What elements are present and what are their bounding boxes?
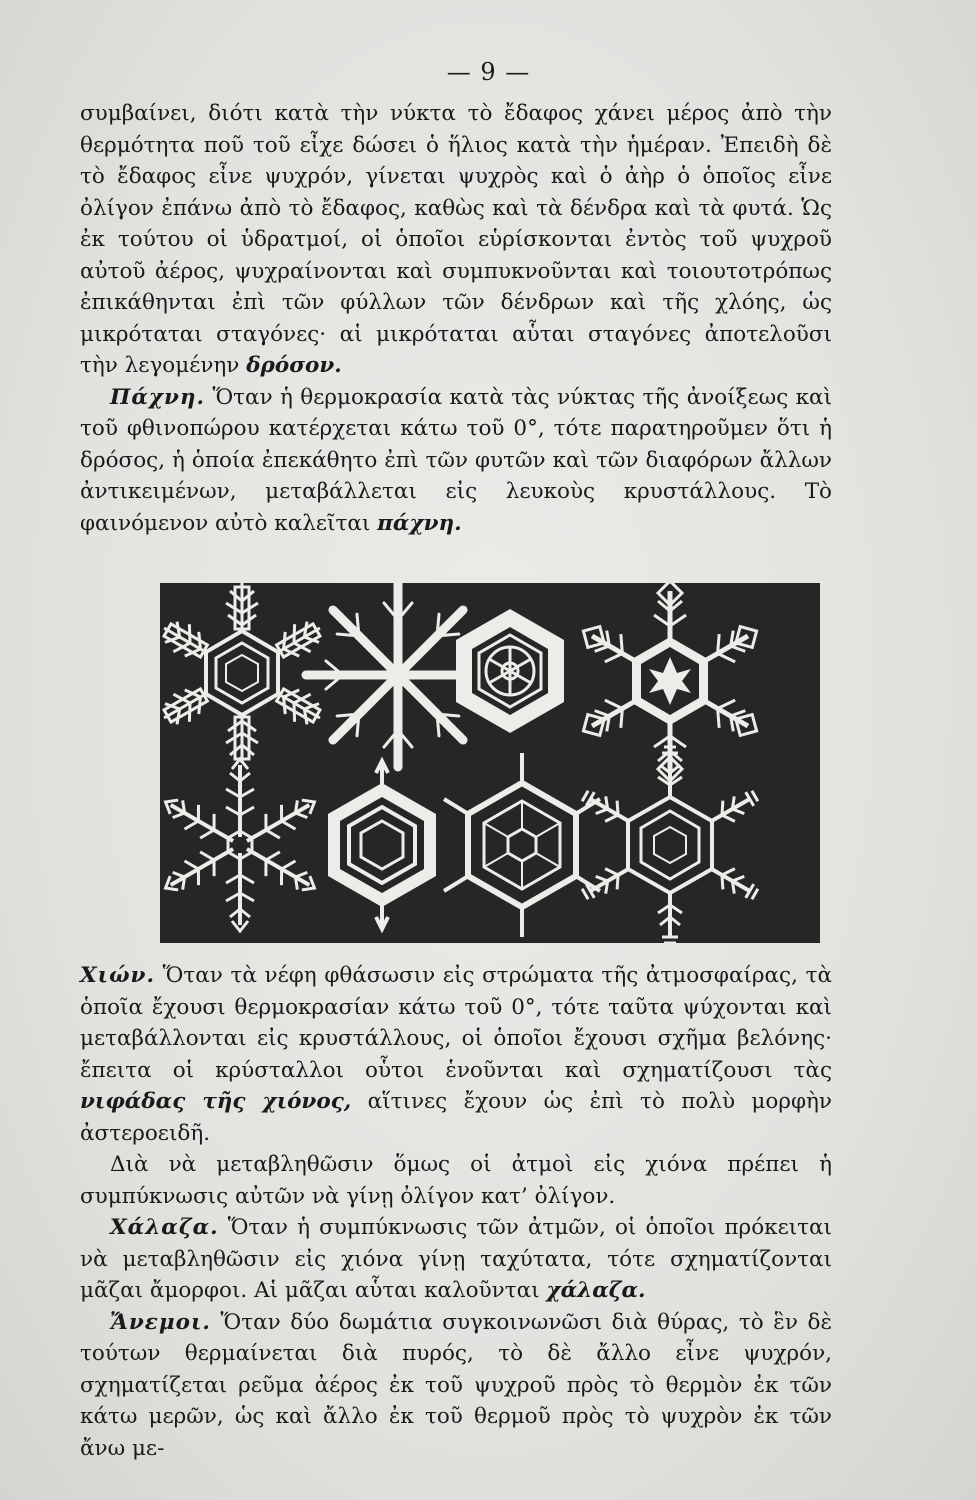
- dendrite-flake-icon: [579, 747, 761, 943]
- hexagon-stellar-icon: [444, 753, 600, 937]
- frost-term: πάχνη.: [377, 510, 462, 536]
- snow-condition-paragraph: Διὰ νὰ μεταβληθῶσιν ὅμως οἱ ἀτμοὶ εἰς χιόνα πρέπει ἡ συμπύκνωσις αὐτῶν νὰ γίνῃ ὀλίγον κατ’ ὀλίγον.: [80, 1152, 832, 1209]
- frost-paragraph-text: Ὅταν ἡ θερμοκρασία κατὰ τὰς νύκτας τῆς ἀνοίξεως καὶ τοῦ φθινοπώρου κατέρχεται κάτω τοῦ 0°, τότε παρατηροῦμεν ὅτι ἡ δρόσος, ἡ ὁποία ἐπεκάθητο ἐπὶ τῶν φυτῶν καὶ τῶν διαφόρων ἄλλων ἀντικειμένων, μεταβάλλεται εἰς λευκοὺς κρυστάλλους. Τὸ φαινόμενον αὐτὸ καλεῖται: [80, 384, 832, 536]
- hail-heading: Χάλαζα.: [110, 1215, 219, 1240]
- hail-paragraph: [80, 1212, 832, 1307]
- winds-heading: Ἄνεμοι.: [110, 1309, 211, 1335]
- snow-heading: Χιών.: [80, 963, 155, 988]
- lower-text-block: [80, 960, 832, 1464]
- snow-paragraph-text-end: αἵτινες ἔχουν ὡς ἐπὶ τὸ πολὺ μορφὴν ἀστεροειδῆ.: [80, 1089, 832, 1146]
- dew-term: δρόσον.: [246, 353, 342, 378]
- snow-paragraph: [80, 960, 832, 1149]
- frost-paragraph: [80, 382, 832, 540]
- snowflake-plate: [160, 583, 820, 943]
- dew-paragraph: [80, 98, 832, 382]
- dew-paragraph-text: συμβαίνει, διότι κατὰ τὴν νύκτα τὸ ἔδαφος χάνει μέρος ἀπὸ τὴν θερμότητα ποῦ τοῦ εἶχε δώσει ὁ ἥλιος κατὰ τὴν ἡμέραν. Ἐπειδὴ δὲ τὸ ἔδαφος εἶνε ψυχρόν, γίνεται ψυχρὸς καὶ ὁ ἀὴρ ὁ ὁποῖος εἶνε ὀλίγον ἐπάνω ἀπὸ τὸ ἔδαφος, καθὼς καὶ τὰ δένδρα καὶ τὰ φυτά. Ὡς ἐκ τούτου οἱ ὑδρατμοί, οἱ ὁποῖοι εὑρίσκονται ἐντὸς τοῦ ψυχροῦ αὐτοῦ ἀέρος, ψυχραίνονται καὶ συμπυκνοῦνται καὶ τοιουτοτρόπως ἐπικάθηνται ἐπὶ τῶν φύλλων τῶν δένδρων καὶ τῆς χλόης, ὡς μικρόταται σταγόνες· αἱ μικρόταται αὗται σταγόνες ἀποτελοῦσι τὴν λεγομένην: [80, 101, 832, 378]
- page-number: — 9 —: [446, 58, 531, 86]
- hexagon-plate-icon: [456, 609, 564, 733]
- winds-paragraph: [80, 1307, 832, 1465]
- hail-term: χάλαζα.: [546, 1278, 646, 1303]
- hail-paragraph-text: Ὅταν ἡ συμπύκνωσις τῶν ἀτμῶν, οἱ ὁποῖοι πρόκειται νὰ μεταβληθῶσιν εἰς χιόνα γίνῃ ταχύτατα, τότε σχηματίζονται μᾶζαι ἄμορφοι. Αἱ μᾶζαι αὗται καλοῦνται: [80, 1215, 832, 1303]
- frost-heading: Πάχνη.: [110, 384, 206, 410]
- upper-text-block: [80, 98, 832, 539]
- branched-flake-icon: [575, 583, 764, 781]
- hexagon-ring-icon: [328, 761, 436, 929]
- snowflake-figure: [160, 583, 820, 943]
- snowflake-term: νιφάδας τῆς χιόνος,: [80, 1089, 352, 1114]
- snow-paragraph-text: Ὅταν τὰ νέφη φθάσωσιν εἰς στρώματα τῆς ἀτμοσφαίρας, τὰ ὁποῖα ἔχουσι θερμοκρασίαν κάτω τοῦ 0°, τότε ταῦτα ψύχονται καὶ μεταβάλλονται εἰς κρυστάλλους, οἱ ὁποῖοι ἔχουσι σχῆμα βελόνης· ἔπειτα οἱ κρύσταλλοι οὗτοι ἑνοῦνται καὶ σχηματίζουσι τὰς: [80, 963, 832, 1083]
- feathered-flake-icon: [160, 759, 321, 931]
- winds-paragraph-text: Ὅταν δύο δωμάτια συγκοινωνῶσι διὰ θύρας, τὸ ἓν δὲ τούτων θερμαίνεται διὰ πυρός, τὸ δὲ ἄλλο εἶνε ψυχρόν, σχηματίζεται ρεῦμα ἀέρος ἐκ τοῦ ψυχροῦ πρὸς τὸ θερμὸν ἐκ τῶν κάτω μερῶν, ὡς καὶ ἄλλο ἐκ τοῦ θερμοῦ πρὸς τὸ ψυχρὸν ἐκ τῶν ἄνω με-: [80, 1309, 832, 1461]
